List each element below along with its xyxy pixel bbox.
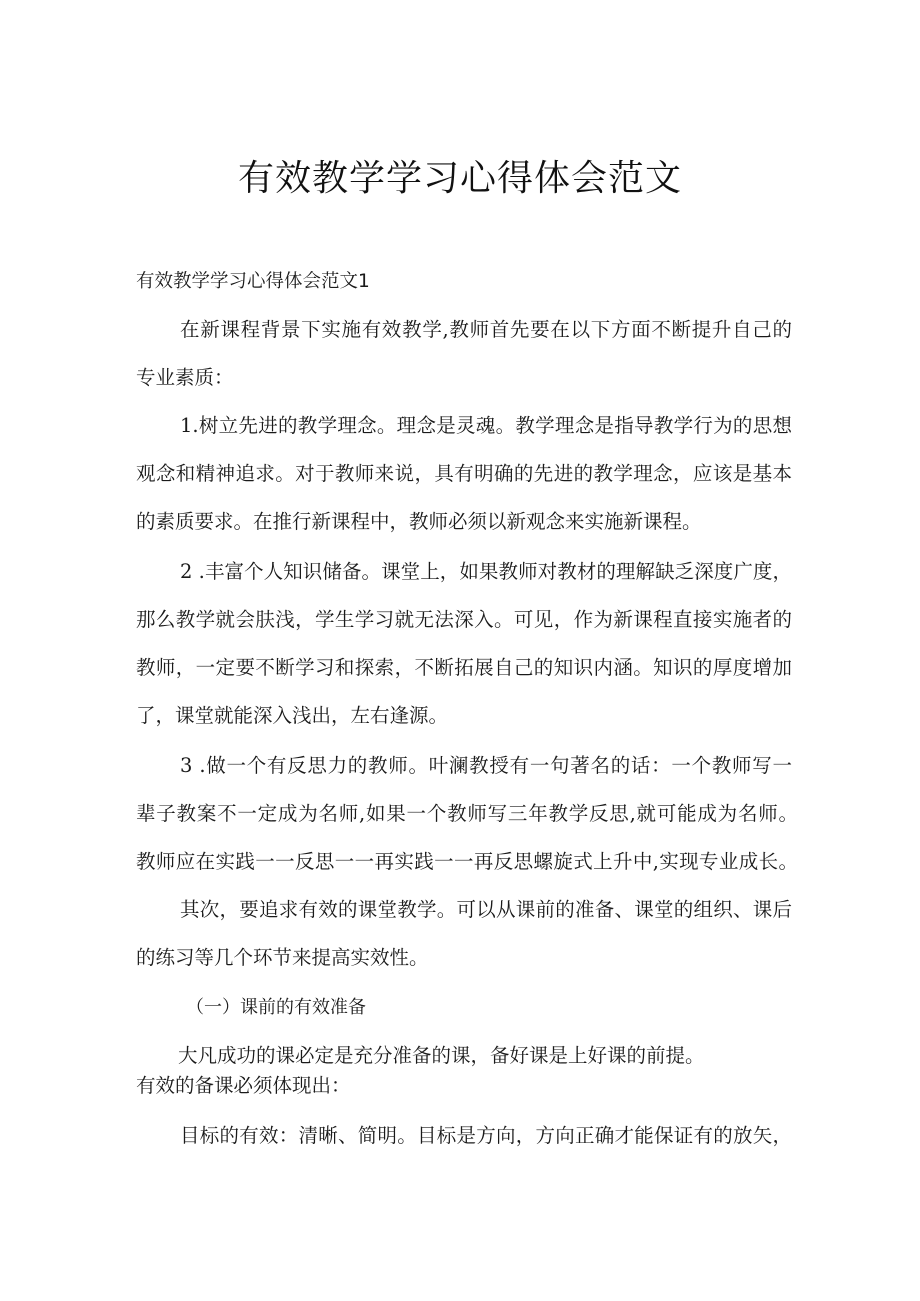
paragraph-line: 的素质要求。在推行新课程中，教师必须以新观念来实施新课程。 bbox=[136, 510, 702, 533]
paragraph-line: 教师，一定要不断学习和探索，不断拓展自己的知识内涵。知识的厚度增加 bbox=[136, 656, 792, 679]
paragraph-line: 教师应在实践一一反思一一再实践一一再反思螺旋式上升中,实现专业成长。 bbox=[136, 850, 798, 873]
paragraph-line: 3 .做一个有反思力的教师。叶澜教授有一句著名的话：一个教师写一 bbox=[180, 754, 792, 777]
paragraph-line: 辈子教案不一定成为名师,如果一个教师写三年教学反思,就可能成为名师。 bbox=[136, 802, 798, 825]
paragraph-line: 那么教学就会肤浅，学生学习就无法深入。可见，作为新课程直接实施者的 bbox=[136, 608, 792, 631]
paragraph-line: 了，课堂就能深入浅出，左右逢源。 bbox=[136, 704, 449, 727]
subsection-heading: （一）课前的有效准备 bbox=[186, 997, 366, 1018]
paragraph-line: 目标的有效：清晰、简明。目标是方向，方向正确才能保证有的放矢， bbox=[180, 1124, 792, 1147]
paragraph-line: 1.树立先进的教学理念。理念是灵魂。教学理念是指导教学行为的思想 bbox=[180, 414, 792, 437]
page-title: 有效教学学习心得体会范文 bbox=[237, 158, 682, 199]
section-heading: 有效教学学习心得体会范文1 bbox=[136, 271, 370, 292]
paragraph-line: 其次，要追求有效的课堂教学。可以从课前的准备、课堂的组织、课后 bbox=[180, 898, 792, 921]
paragraph-line: 在新课程背景下实施有效教学,教师首先要在以下方面不断提升自己的 bbox=[180, 318, 792, 341]
paragraph-line: 观念和精神追求。对于教师来说，具有明确的先进的教学理念，应该是基本 bbox=[136, 462, 792, 485]
paragraph-line: 专业素质： bbox=[136, 366, 234, 389]
paragraph-line: 有效的备课必须体现出： bbox=[136, 1074, 351, 1097]
paragraph-line: 2 .丰富个人知识储备。课堂上，如果教师对教材的理解缺乏深度广度， bbox=[180, 560, 792, 583]
paragraph-line: 大凡成功的课必定是充分准备的课，备好课是上好课的前提。 bbox=[178, 1044, 705, 1067]
paragraph-line: 的练习等几个环节来提高实效性。 bbox=[136, 946, 429, 969]
